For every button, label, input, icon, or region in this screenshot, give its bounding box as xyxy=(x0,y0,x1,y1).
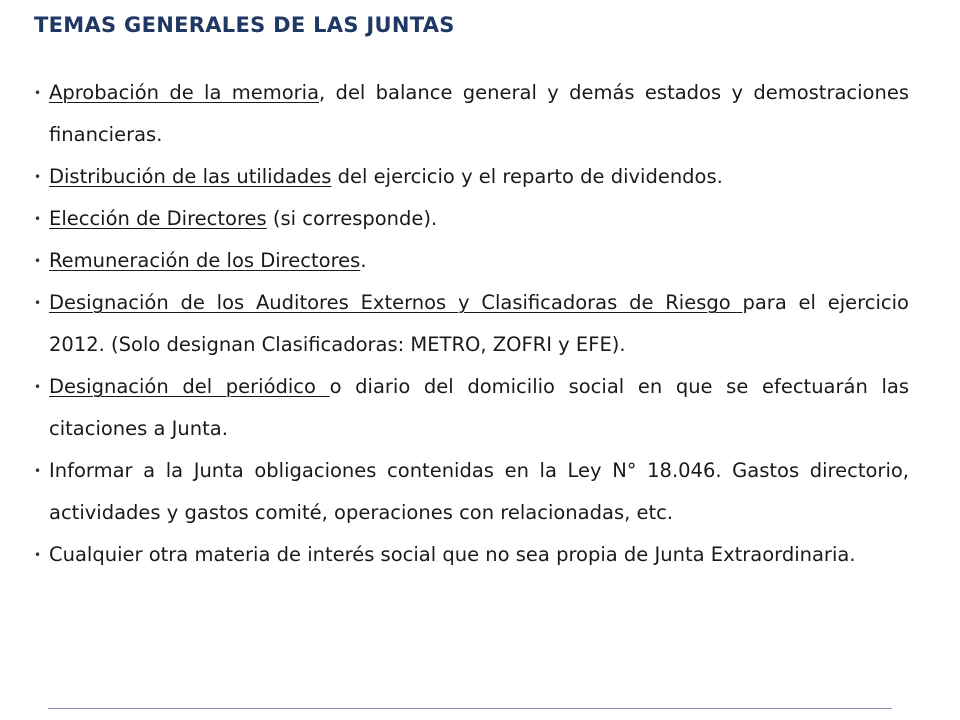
item-text: , del balance general y demás estados y demostraciones financieras. xyxy=(49,81,909,146)
item-text: Informar a la Junta obligaciones contenidas en la Ley N° 18.046. Gastos directorio, actividades y gastos comité, operaciones con relacionadas, etc. xyxy=(49,459,909,524)
list-item xyxy=(34,534,909,576)
underlined-topic: Designación del periódico xyxy=(49,375,330,398)
bullet-icon: • xyxy=(34,464,42,478)
item-text: para el ejercicio 2012. (Solo designan Clasificadoras: METRO, ZOFRI y EFE). xyxy=(49,291,909,356)
list-item xyxy=(34,282,909,366)
underlined-topic: Distribución de las utilidades xyxy=(49,165,332,188)
bullet-icon: • xyxy=(34,548,42,562)
item-text: (si corresponde). xyxy=(266,207,438,230)
item-text: del ejercicio y el reparto de dividendos. xyxy=(331,165,723,188)
underlined-topic: Designación de los Auditores Externos y Clasificadoras de Riesgo xyxy=(49,291,743,314)
underlined-topic: Aprobación de la memoria xyxy=(49,81,320,104)
underlined-topic: Elección de Directores xyxy=(49,207,267,230)
list-item xyxy=(34,240,909,282)
list-item xyxy=(34,156,909,198)
page-title: TEMAS GENERALES DE LAS JUNTAS xyxy=(34,13,455,37)
item-text: o diario del domicilio social en que se efectuarán las citaciones a Junta. xyxy=(49,375,909,440)
bullet-icon: • xyxy=(34,86,42,100)
bullet-icon: • xyxy=(34,170,42,184)
list-item xyxy=(34,450,909,534)
underlined-topic: Remuneración de los Directores xyxy=(49,249,361,272)
list-item xyxy=(34,366,909,450)
list-item xyxy=(34,198,909,240)
item-text: Cualquier otra materia de interés social que no sea propia de Junta Extraordinaria. xyxy=(49,543,856,566)
list-item xyxy=(34,72,909,156)
item-text: . xyxy=(360,249,367,272)
bullet-icon: • xyxy=(34,380,42,394)
bullet-icon: • xyxy=(34,212,42,226)
bottom-divider xyxy=(48,708,892,709)
topics-list xyxy=(34,72,909,576)
bullet-icon: • xyxy=(34,254,42,268)
bullet-icon: • xyxy=(34,296,42,310)
